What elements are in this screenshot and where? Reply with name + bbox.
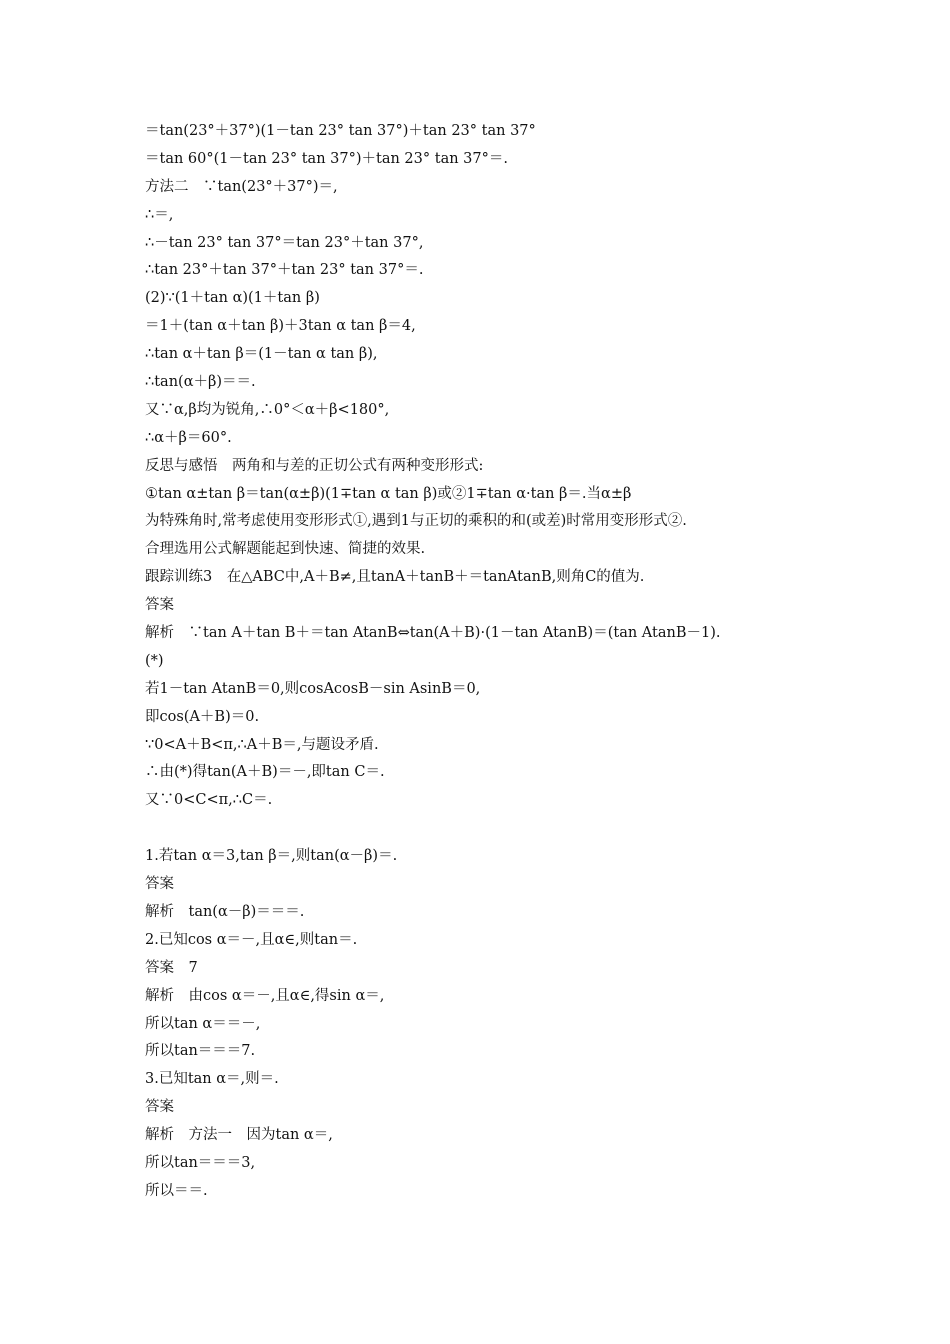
exercise-question: 1.若tan α＝3,tan β＝,则tan(α－β)＝. xyxy=(145,848,398,865)
text-line: ∴tan(α＋β)＝＝. xyxy=(145,374,256,391)
section-gap xyxy=(145,815,810,843)
text-line: ∴由(*)得tan(A＋B)＝－,即tan C＝. xyxy=(145,764,385,781)
practice-question: 跟踪训练3 在△ABC中,A＋B≠,且tanA＋tanB＋＝tanAtanB,则角C的值为. xyxy=(145,569,645,586)
text-line: (*) xyxy=(145,652,164,669)
text-line: 解析 ∵tan A＋tan B＋＝tan AtanB⇔tan(A＋B)·(1－tan AtanB)＝(tan AtanB－1). xyxy=(145,625,721,642)
text-line: 所以＝＝. xyxy=(145,1182,208,1199)
text-line: (2)∵(1＋tan α)(1＋tan β) xyxy=(145,290,320,307)
text-line: 解析 tan(α－β)＝＝＝. xyxy=(145,903,305,920)
text-line: 所以tan＝＝＝7. xyxy=(145,1043,256,1060)
exercise-question: 3.已知tan α＝,则＝. xyxy=(145,1071,279,1088)
reflection-heading: 反思与感悟 两角和与差的正切公式有两种变形形式: xyxy=(145,457,484,474)
text-line: ∴tan α＋tan β＝(1－tan α tan β), xyxy=(145,346,378,363)
exercises-section xyxy=(145,843,810,1206)
text-line: ∴tan 23°＋tan 37°＋tan 23° tan 37°＝. xyxy=(145,262,424,279)
text-line: ∴＝, xyxy=(145,206,174,223)
text-line: 为特殊角时,常考虑使用变形形式①,遇到1与正切的乘积的和(或差)时常用变形形式②. xyxy=(145,513,687,530)
answer-label: 答案 xyxy=(145,1099,174,1116)
text-line: ∴α＋β＝60°. xyxy=(145,429,232,446)
text-line: ∵0<A＋B<π,∴A＋B＝,与题设矛盾. xyxy=(145,736,379,753)
text-line: ＝1＋(tan α＋tan β)＋3tan α tan β＝4, xyxy=(145,318,416,335)
text-line: ＝tan 60°(1－tan 23° tan 37°)＋tan 23° tan 37°＝. xyxy=(145,150,508,167)
text-line: ∴－tan 23° tan 37°＝tan 23°＋tan 37°, xyxy=(145,234,424,251)
answer-label: 答案 xyxy=(145,876,174,893)
solution-section xyxy=(145,118,810,815)
text-line: 解析 方法一 因为tan α＝, xyxy=(145,1127,333,1144)
text-line: 所以tan α＝＝－, xyxy=(145,1015,261,1032)
exercise-question: 2.已知cos α＝－,且α∈,则tan＝. xyxy=(145,931,358,948)
text-line: 又∵α,β均为锐角,∴0°＜α＋β<180°, xyxy=(145,401,390,418)
answer-label: 答案 7 xyxy=(145,959,198,976)
document-body xyxy=(145,118,810,1206)
text-line: ①tan α±tan β＝tan(α±β)(1∓tan α tan β)或②1∓tan α·tan β＝.当α±β xyxy=(145,485,632,502)
text-line: 若1－tan AtanB＝0,则cosAcosB－sin AsinB＝0, xyxy=(145,680,481,697)
text-line: 方法二 ∵tan(23°＋37°)＝, xyxy=(145,178,338,195)
text-line: 即cos(A＋B)＝0. xyxy=(145,708,260,725)
text-line: 所以tan＝＝＝3, xyxy=(145,1154,256,1171)
answer-label: 答案 xyxy=(145,597,174,614)
text-line: ＝tan(23°＋37°)(1－tan 23° tan 37°)＋tan 23° tan 37° xyxy=(145,123,536,139)
text-line: 解析 由cos α＝－,且α∈,得sin α＝, xyxy=(145,987,385,1004)
text-line: 合理选用公式解题能起到快速、简捷的效果. xyxy=(145,541,426,558)
text-line: 又∵0<C<π,∴C＝. xyxy=(145,792,273,809)
